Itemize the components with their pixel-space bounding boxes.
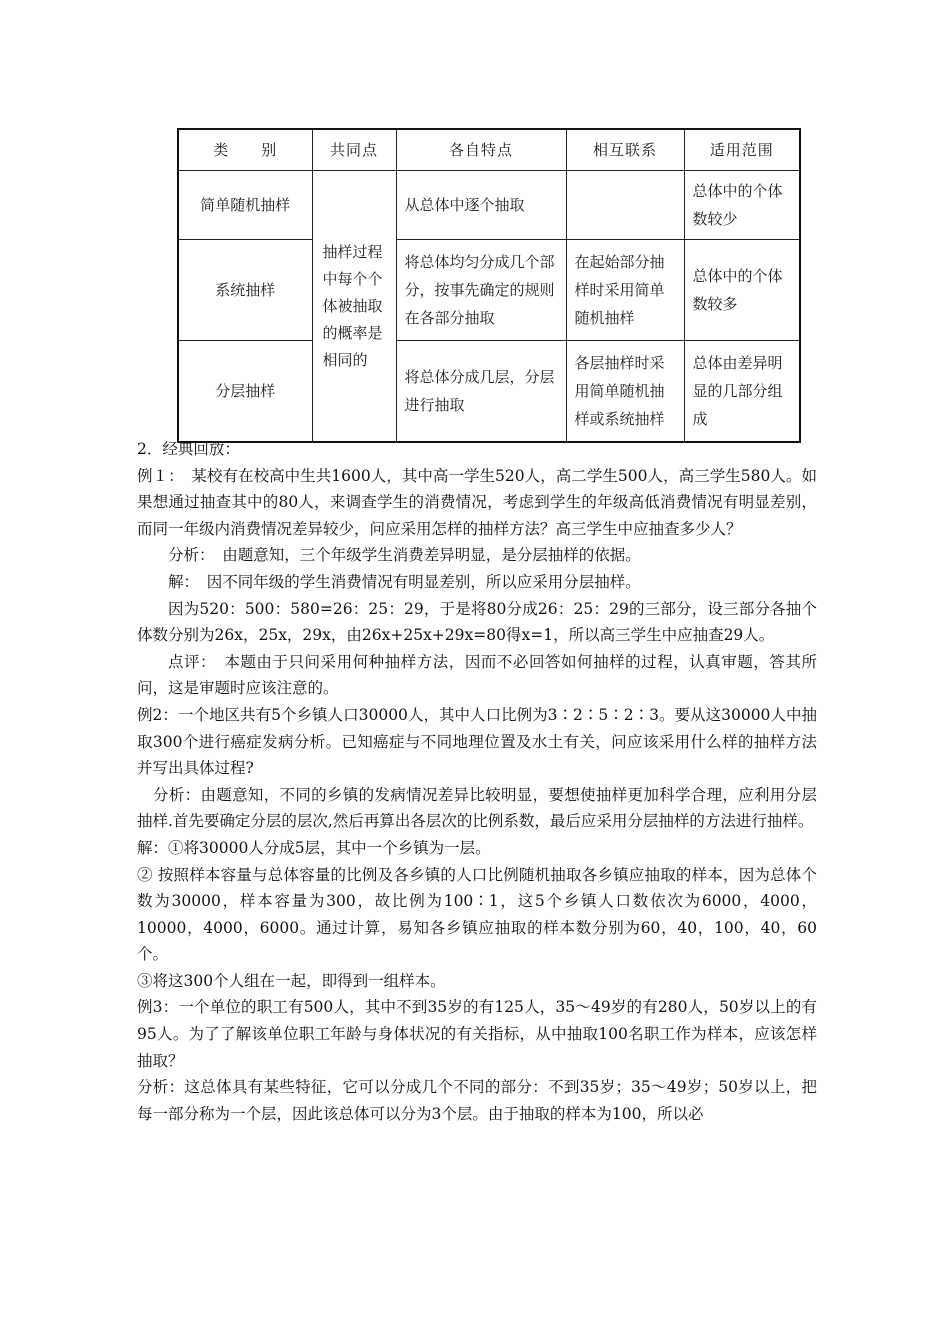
row-feature: 将总体分成几层，分层进行抽取 bbox=[396, 341, 566, 443]
row-scope: 总体由差异明显的几部分组成 bbox=[684, 341, 800, 443]
row-relation: 各层抽样时采用简单随机抽样或系统抽样 bbox=[566, 341, 684, 443]
row-feature: 将总体均匀分成几个部分，按事先确定的规则在各部分抽取 bbox=[396, 240, 566, 341]
row-relation: 在起始部分抽样时采用简单随机抽样 bbox=[566, 240, 684, 341]
example-2-step-2: ② 按照样本容量与总体容量的比例及各乡镇的人口比例随机抽取各乡镇应抽取的样本，因为总体个数为30000，样本容量为300，故比例为100∶1，这5个乡镇人口数依次为6000，4000，10000，4000，6000。通过计算，易知各乡镇应抽取的样本数分别为60，40，100，40，60个。 bbox=[137, 865, 817, 964]
row-scope: 总体中的个体数较多 bbox=[684, 240, 800, 341]
example-2-analysis: 分析：由题意知，不同的乡镇的发病情况差异比较明显，要想使抽样更加科学合理，应利用分层抽样.首先要确定分层的层次,然后再算出各层次的比例系数，最后应采用分层抽样的方法进行抽样。 bbox=[137, 785, 817, 831]
table-row bbox=[178, 171, 800, 240]
section-heading: 2．经典回放： bbox=[137, 440, 240, 458]
row-feature: 从总体中逐个抽取 bbox=[396, 171, 566, 240]
example-3-question: 例3：一个单位的职工有500人，其中不到35岁的有125人，35～49岁的有280人，50岁以上的有95人。为了了解该单位职工年龄与身体状况的有关指标，从中抽取100名职工作为样本，应该怎样抽取？ bbox=[137, 998, 817, 1070]
example-2-question: 例2：一个地区共有5个乡镇人口30000人，其中人口比例为3∶2∶5∶2∶3。要从这30000人中抽取300个进行癌症发病分析。已知癌症与不同地理位置及水土有关，问应该采用什么样的抽样方法并写出具体过程? bbox=[137, 705, 817, 778]
example-1-analysis: 分析： 由题意知，三个年级学生消费差异明显，是分层抽样的依据。 bbox=[168, 546, 641, 565]
table-header-row bbox=[178, 129, 800, 171]
row-type: 系统抽样 bbox=[178, 240, 312, 341]
header-feature: 各自特点 bbox=[396, 129, 566, 171]
header-relation: 相互联系 bbox=[566, 129, 684, 171]
example-1-solution: 解： 因不同年级的学生消费情况有明显差别，所以应采用分层抽样。 bbox=[168, 572, 641, 591]
row-type: 简单随机抽样 bbox=[178, 171, 312, 240]
example-1-calculation: 因为520：500：580=26：25：29，于是将80分成26：25：29的三部分，设三部分各抽个体数分别为26x，25x，29x，由26x+25x+29x=80得x=1，所以高三学生中应抽查29人。 bbox=[137, 599, 817, 645]
row-type: 分层抽样 bbox=[178, 341, 312, 443]
example-2-step-1: 解：①将30000人分成5层，其中一个乡镇为一层。 bbox=[137, 838, 491, 857]
table-row bbox=[178, 341, 800, 443]
example-1-comment: 点评： 本题由于只问采用何种抽样方法，因而不必回答如何抽样的过程，认真审题，答其所问，这是审题时应该注意的。 bbox=[137, 652, 817, 698]
sampling-comparison-table bbox=[177, 128, 801, 443]
example-2-step-3: ③将这300个人组在一起，即得到一组样本。 bbox=[137, 971, 446, 990]
example-3-analysis: 分析：这总体具有某些特征，它可以分成几个不同的部分：不到35岁；35～49岁；50岁以上，把每一部分称为一个层，因此该总体可以分为3个层。由于抽取的样本为100，所以必 bbox=[137, 1078, 817, 1123]
header-category: 类 别 bbox=[178, 129, 312, 171]
row-scope: 总体中的个体数较少 bbox=[684, 171, 800, 240]
row-relation bbox=[566, 171, 684, 240]
common-point-cell: 抽样过程中每个个体被抽取的概率是相同的 bbox=[312, 171, 396, 443]
body-text bbox=[137, 436, 817, 1127]
table-row bbox=[178, 240, 800, 341]
example-1-question: 例１： 某校有在校高中生共1600人，其中高一学生520人，高二学生500人，高三学生580人。如果想通过抽查其中的80人，来调查学生的消费情况，考虑到学生的年级高低消费情况有明显差别，而同一年级内消费情况差异较少，问应采用怎样的抽样方法？高三学生中应抽查多少人？ bbox=[137, 466, 817, 538]
header-common: 共同点 bbox=[312, 129, 396, 171]
header-scope: 适用范围 bbox=[684, 129, 800, 171]
